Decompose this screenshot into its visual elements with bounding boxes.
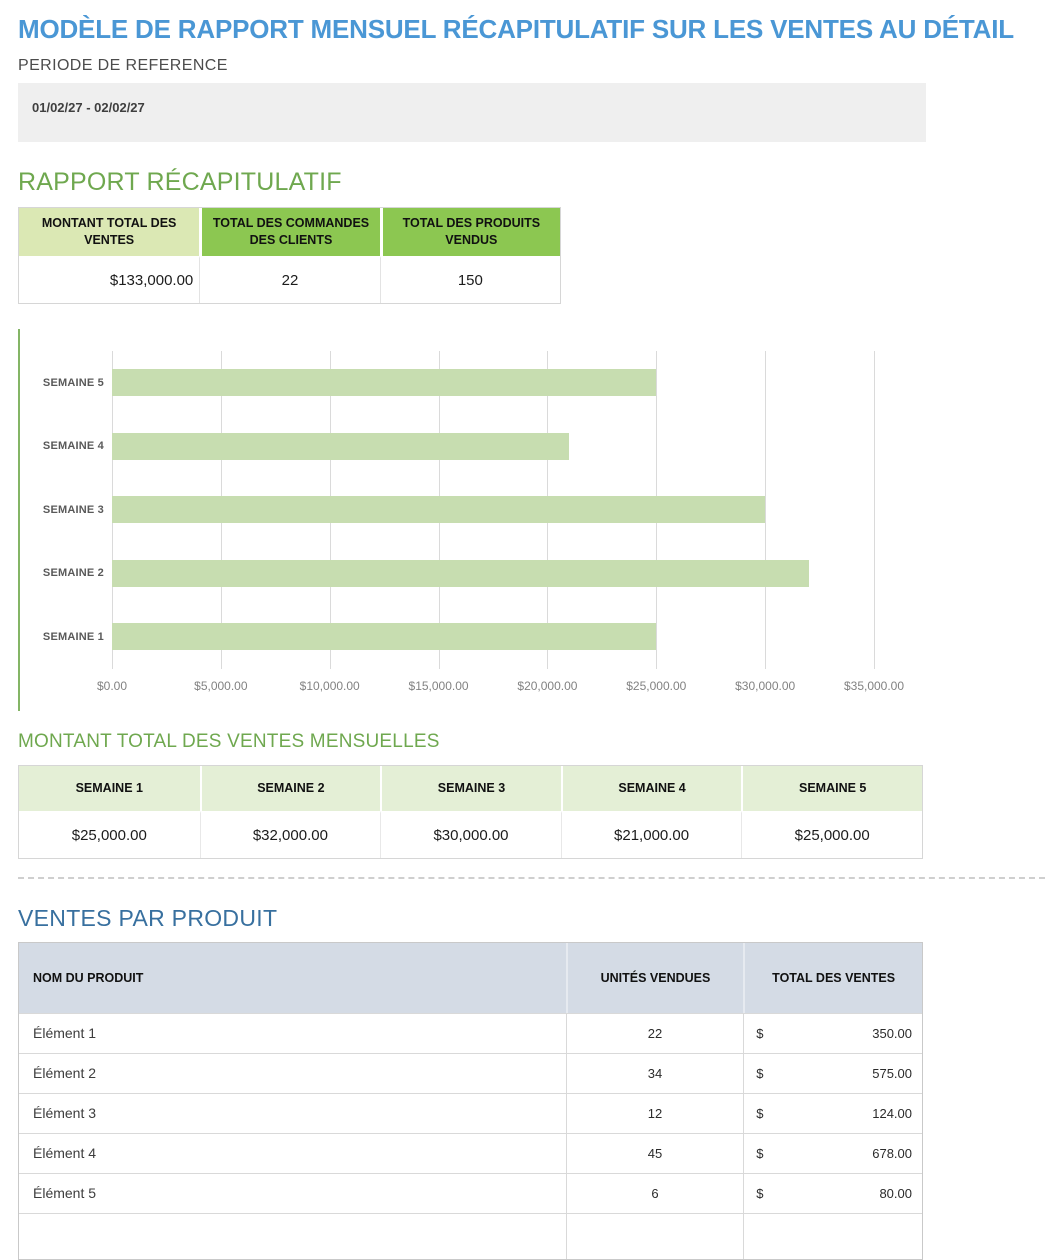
product-units: 34 <box>566 1053 744 1093</box>
product-units: 6 <box>566 1173 744 1213</box>
bar-semaine-5 <box>112 369 656 396</box>
dashed-section-divider <box>18 877 1045 879</box>
x-tick-30000: $30,000.00 <box>735 678 796 693</box>
bar-row-semaine-2 <box>112 542 874 606</box>
summary-table <box>18 207 561 304</box>
y-label-semaine-4: SEMAINE 4 <box>42 440 104 453</box>
chart-body <box>20 351 1013 669</box>
product-name: Élément 4 <box>19 1133 566 1173</box>
x-tick-10000: $10,000.00 <box>299 678 360 693</box>
x-tick-5000: $5,000.00 <box>194 678 248 693</box>
weekly-sales-bar-chart <box>18 329 1013 711</box>
total-amount: 350.00 <box>872 1025 912 1041</box>
summary-header-total-products: TOTAL DES PRODUITS VENDUS <box>380 208 560 256</box>
product-units-empty <box>566 1213 744 1259</box>
y-label-semaine-3: SEMAINE 3 <box>42 503 104 516</box>
bar-row-semaine-5 <box>112 351 874 415</box>
currency-symbol: $ <box>756 1105 764 1121</box>
gridline <box>874 351 875 669</box>
x-tick-0: $0.00 <box>96 678 128 693</box>
product-units: 12 <box>566 1093 744 1133</box>
products-header-total: TOTAL DES VENTES <box>743 943 922 1013</box>
bar-row-semaine-4 <box>112 415 874 479</box>
total-amount: 678.00 <box>872 1145 912 1161</box>
summary-header-row <box>19 208 560 256</box>
product-name: Élément 1 <box>19 1013 566 1053</box>
summary-heading: RAPPORT RÉCAPITULATIF <box>18 168 342 196</box>
bar-row-semaine-3 <box>112 478 874 542</box>
weekly-value-semaine-4: $21,000.00 <box>561 811 742 858</box>
weekly-value-semaine-5: $25,000.00 <box>741 811 922 858</box>
bar-semaine-2 <box>112 560 809 587</box>
total-amount: 575.00 <box>872 1065 912 1081</box>
reference-period-label: PERIODE DE REFERENCE <box>18 57 228 74</box>
chart-x-axis <box>96 678 905 697</box>
product-total <box>743 1173 922 1213</box>
total-amount: 80.00 <box>879 1185 912 1201</box>
product-name: Élément 2 <box>19 1053 566 1093</box>
products-table <box>18 942 923 1260</box>
x-tick-25000: $25,000.00 <box>626 678 687 693</box>
product-row-2 <box>19 1053 922 1093</box>
bar-semaine-3 <box>112 496 765 523</box>
weekly-header-semaine-3: SEMAINE 3 <box>380 766 561 811</box>
product-row-5 <box>19 1173 922 1213</box>
product-total-empty <box>743 1213 922 1259</box>
product-total <box>743 1093 922 1133</box>
x-tick-15000: $15,000.00 <box>408 678 469 693</box>
currency-symbol: $ <box>756 1025 764 1041</box>
bar-semaine-4 <box>112 433 569 460</box>
summary-header-total-orders: TOTAL DES COMMANDES DES CLIENTS <box>199 208 379 256</box>
products-header-row <box>19 943 922 1013</box>
currency-symbol: $ <box>756 1145 764 1161</box>
summary-value-row <box>19 256 560 303</box>
currency-symbol: $ <box>756 1065 764 1081</box>
monthly-sales-table <box>18 765 923 859</box>
product-row-1 <box>19 1013 922 1053</box>
product-units: 22 <box>566 1013 744 1053</box>
summary-total-sales-value: $133,000.00 <box>19 256 199 303</box>
product-row-4 <box>19 1133 922 1173</box>
product-name: Élément 5 <box>19 1173 566 1213</box>
currency-symbol: $ <box>756 1185 764 1201</box>
y-label-semaine-2: SEMAINE 2 <box>42 567 104 580</box>
reference-period-field[interactable] <box>18 83 926 142</box>
weekly-header-semaine-5: SEMAINE 5 <box>741 766 922 811</box>
weekly-value-row <box>19 811 922 858</box>
x-tick-35000: $35,000.00 <box>843 678 905 693</box>
weekly-header-semaine-1: SEMAINE 1 <box>19 766 200 811</box>
product-units: 45 <box>566 1133 744 1173</box>
summary-total-products-value: 150 <box>380 256 560 303</box>
weekly-value-semaine-3: $30,000.00 <box>380 811 561 858</box>
product-total <box>743 1053 922 1093</box>
products-header-units: UNITÉS VENDUES <box>566 943 744 1013</box>
monthly-sales-heading: MONTANT TOTAL DES VENTES MENSUELLES <box>18 730 440 752</box>
page-title: MODÈLE DE RAPPORT MENSUEL RÉCAPITULATIF SUR LES VENTES AU DÉTAIL <box>18 14 1014 44</box>
chart-y-axis-labels <box>20 351 112 669</box>
y-label-semaine-1: SEMAINE 1 <box>42 630 104 643</box>
bar-semaine-1 <box>112 623 656 650</box>
weekly-value-semaine-1: $25,000.00 <box>19 811 200 858</box>
product-total <box>743 1013 922 1053</box>
product-name: Élément 3 <box>19 1093 566 1133</box>
bar-row-semaine-1 <box>112 605 874 669</box>
weekly-header-semaine-2: SEMAINE 2 <box>200 766 381 811</box>
product-total <box>743 1133 922 1173</box>
product-name-empty <box>19 1213 566 1259</box>
total-amount: 124.00 <box>872 1105 912 1121</box>
reference-period-value: 01/02/27 - 02/02/27 <box>32 100 145 115</box>
chart-plot-area <box>112 351 874 669</box>
summary-total-orders-value: 22 <box>199 256 379 303</box>
product-row-empty <box>19 1213 922 1259</box>
y-label-semaine-5: SEMAINE 5 <box>42 376 104 389</box>
weekly-header-semaine-4: SEMAINE 4 <box>561 766 742 811</box>
weekly-header-row <box>19 766 922 811</box>
products-heading: VENTES PAR PRODUIT <box>18 904 278 931</box>
x-tick-20000: $20,000.00 <box>517 678 578 693</box>
product-row-3 <box>19 1093 922 1133</box>
weekly-value-semaine-2: $32,000.00 <box>200 811 381 858</box>
summary-header-total-sales: MONTANT TOTAL DES VENTES <box>19 208 199 256</box>
products-header-name: NOM DU PRODUIT <box>19 943 566 1013</box>
